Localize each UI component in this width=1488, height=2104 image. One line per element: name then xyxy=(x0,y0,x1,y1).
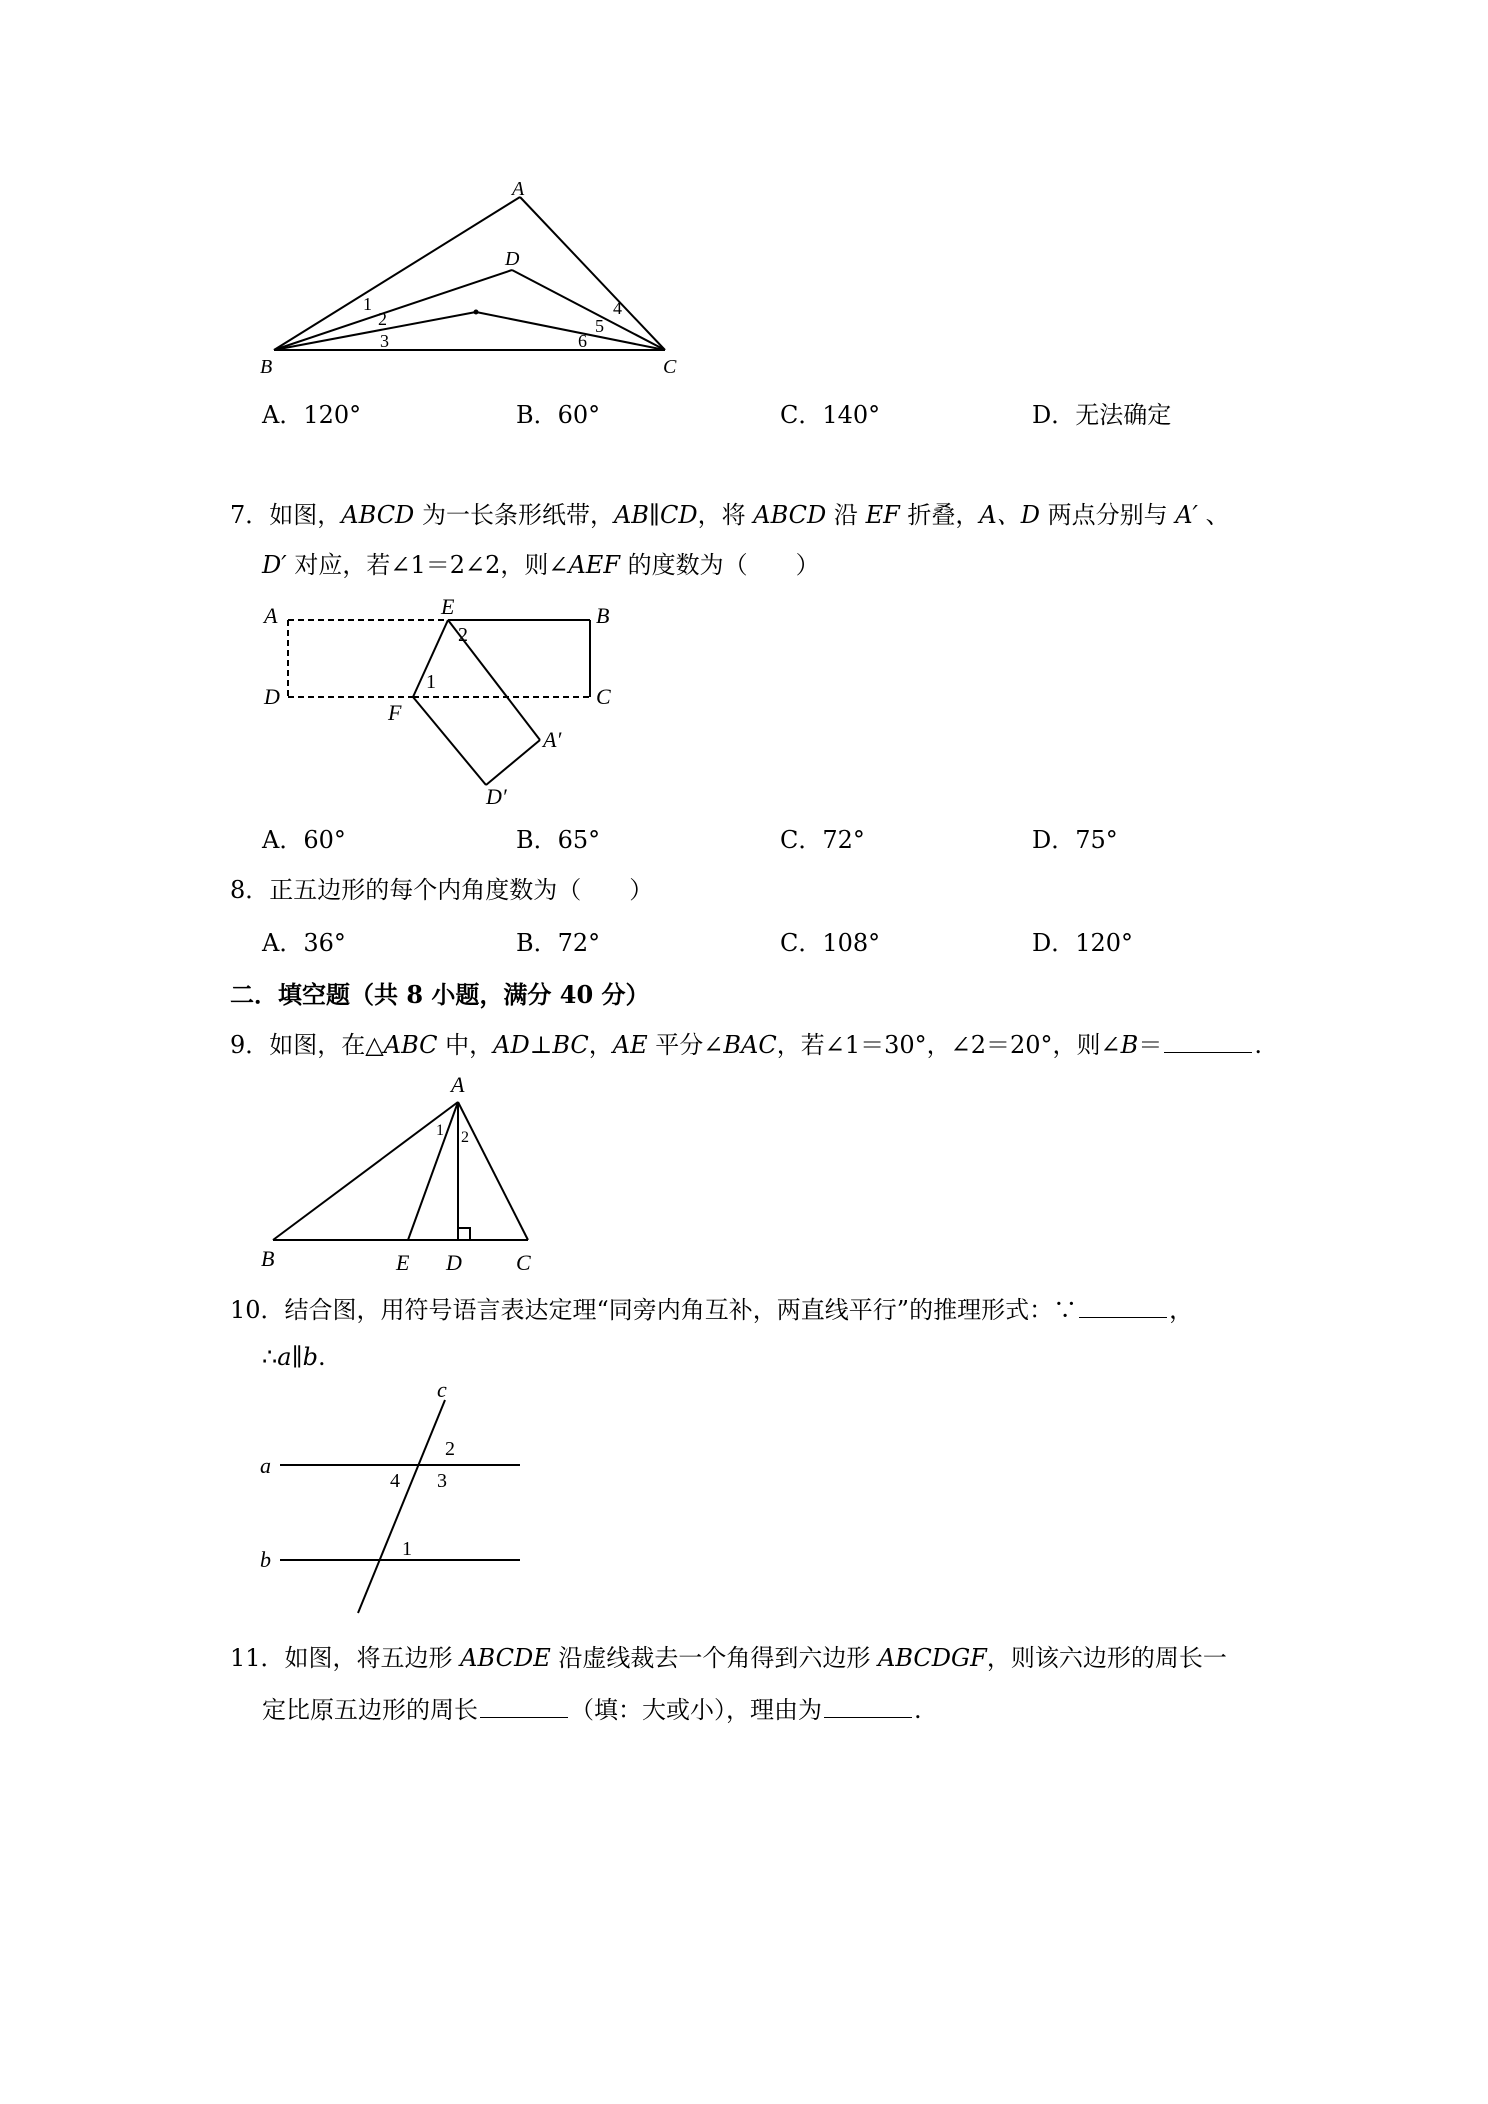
q10-angle-3: 3 xyxy=(437,1470,447,1492)
q11-answer-blank-1[interactable] xyxy=(480,1695,568,1718)
q7-label-A2: A′ xyxy=(543,727,562,752)
q6-line-AC xyxy=(520,197,665,350)
q7-option-a: A．60° xyxy=(262,826,346,854)
q10-angle-4: 4 xyxy=(390,1470,400,1492)
q10-line1: 10．结合图，用符号语言表达定理“同旁内角互补，两直线平行”的推理形式：∵ ， xyxy=(230,1296,1194,1324)
q11-line2: 定比原五边形的周长 （填：大或小），理由为 . xyxy=(262,1696,922,1724)
q7-label-B: B xyxy=(596,603,610,628)
q9-label-D: D xyxy=(446,1250,462,1275)
q6-line-DC xyxy=(512,270,665,350)
q9-angle-1: 1 xyxy=(436,1122,444,1139)
q6-angle-6: 6 xyxy=(578,331,587,351)
q7-option-d: D．75° xyxy=(1032,826,1118,854)
q7-label-A: A xyxy=(264,603,278,628)
q7-line-D2A2 xyxy=(486,740,540,785)
q6-line-OC xyxy=(476,312,665,350)
q7-line2: D′ 对应，若∠1＝2∠2，则∠AEF 的度数为（ ） xyxy=(262,551,820,579)
q9-figure xyxy=(258,1072,538,1277)
q9-line-AE xyxy=(408,1102,458,1240)
q10-label-c: c xyxy=(437,1385,447,1402)
q10-answer-blank[interactable] xyxy=(1079,1295,1167,1318)
q6-option-b: B．60° xyxy=(516,401,601,429)
q7-line1: 7．如图，ABCD 为一长条形纸带，AB∥CD，将 ABCD 沿 EF 折叠，A、D 两点分别与 A′ 、 xyxy=(230,501,1230,529)
q10-line-c xyxy=(358,1400,445,1613)
q9-angle-2: 2 xyxy=(461,1129,469,1146)
q9-line-BA xyxy=(273,1102,458,1240)
q7-line-FD2 xyxy=(413,697,486,785)
q6-label-C: C xyxy=(663,356,677,378)
q6-option-a: A．120° xyxy=(262,401,362,429)
q8-option-a: A．36° xyxy=(262,929,346,957)
q7-angle-2: 2 xyxy=(458,624,468,646)
q7-label-E: E xyxy=(441,594,455,619)
q7-angle-1: 1 xyxy=(426,671,436,693)
q10-angle-2: 2 xyxy=(445,1438,455,1460)
q6-point-O xyxy=(474,310,479,315)
q7-label-F: F xyxy=(388,700,402,725)
q10-label-b: b xyxy=(260,1547,271,1572)
q9-label-B: B xyxy=(261,1246,275,1271)
q10-label-a: a xyxy=(260,1453,271,1478)
q9-right-angle-mark xyxy=(458,1228,470,1240)
q6-angle-3: 3 xyxy=(380,331,389,351)
q7-label-D2: D′ xyxy=(486,784,507,809)
q10-angle-1: 1 xyxy=(402,1538,412,1560)
q9-label-A: A xyxy=(451,1072,465,1097)
q7-label-D: D xyxy=(264,684,280,709)
q7-option-b: B．65° xyxy=(516,826,601,854)
section-2-title: 二．填空题（共 8 小题，满分 40 分） xyxy=(230,980,650,1009)
q11-line1: 11．如图，将五边形 ABCDE 沿虚线裁去一个角得到六边形 ABCDGF，则该六边形的周长一 xyxy=(230,1644,1227,1672)
q8-question: 8．正五边形的每个内角度数为（ ） xyxy=(230,876,654,904)
q9-label-C: C xyxy=(516,1250,531,1275)
q7-figure xyxy=(258,592,638,817)
q7-option-c: C．72° xyxy=(780,826,865,854)
q9-label-E: E xyxy=(396,1250,410,1275)
q6-label-A: A xyxy=(512,178,525,200)
q6-figure xyxy=(250,175,690,380)
q6-angle-5: 5 xyxy=(595,316,604,336)
q6-option-d: D．无法确定 xyxy=(1032,401,1172,429)
q6-label-D: D xyxy=(505,248,520,270)
q10-figure xyxy=(255,1385,535,1620)
q6-option-c: C．140° xyxy=(780,401,881,429)
q6-angle-2: 2 xyxy=(378,309,387,329)
q8-option-d: D．120° xyxy=(1032,929,1134,957)
q9-question: 9．如图，在△ABC 中，AD⊥BC，AE 平分∠BAC，若∠1＝30°，∠2＝20°，则∠B＝ . xyxy=(230,1031,1262,1059)
q6-angle-1: 1 xyxy=(363,294,372,314)
q9-line-AC xyxy=(458,1102,528,1240)
q6-angle-4: 4 xyxy=(613,298,622,318)
q9-answer-blank[interactable] xyxy=(1164,1030,1252,1053)
q7-label-C: C xyxy=(596,684,611,709)
q6-label-B: B xyxy=(260,356,273,378)
q10-line2: ∴a∥b. xyxy=(262,1343,326,1371)
q11-answer-blank-2[interactable] xyxy=(824,1695,912,1718)
q8-option-b: B．72° xyxy=(516,929,601,957)
q8-option-c: C．108° xyxy=(780,929,881,957)
